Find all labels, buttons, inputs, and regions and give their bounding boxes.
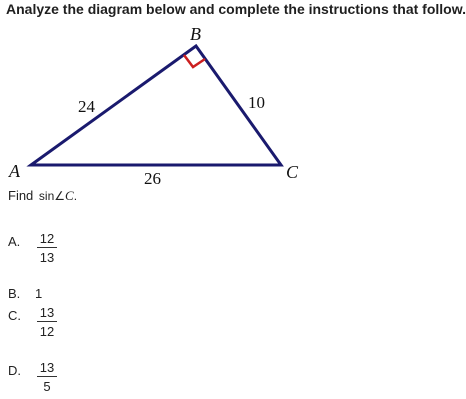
side-label-ab: 24 xyxy=(78,97,95,116)
vertex-label-a: A xyxy=(9,161,20,181)
option-c-denominator: 12 xyxy=(39,324,55,339)
option-d-fraction xyxy=(36,359,58,394)
instruction-heading: Analyze the diagram below and complete the instructions that follow. xyxy=(6,1,466,17)
option-c-letter: C. xyxy=(8,308,21,323)
option-a-numerator: 12 xyxy=(39,231,55,246)
option-c-numerator: 13 xyxy=(39,305,55,320)
question-prompt xyxy=(8,188,77,204)
question-variable: C xyxy=(65,188,74,203)
question-expression xyxy=(39,189,77,203)
option-b-value: 1 xyxy=(35,286,43,301)
option-a-denominator: 13 xyxy=(39,250,55,265)
option-d-denominator: 5 xyxy=(43,379,51,394)
triangle-abc xyxy=(31,46,281,165)
vertex-label-b: B xyxy=(190,24,201,44)
side-label-bc: 10 xyxy=(248,93,265,112)
option-c-fraction xyxy=(36,304,58,339)
option-a-fraction xyxy=(36,230,58,265)
vertex-label-c: C xyxy=(286,162,299,182)
triangle-diagram xyxy=(0,0,408,190)
question-prefix: Find xyxy=(8,188,34,203)
right-angle-marker xyxy=(184,55,205,67)
side-label-ac: 26 xyxy=(144,169,161,188)
question-function: sin∠ xyxy=(38,189,66,203)
option-b-letter: B. xyxy=(8,286,21,301)
option-a-letter: A. xyxy=(8,234,21,249)
question-suffix: . xyxy=(73,189,78,203)
option-d-letter: D. xyxy=(8,363,21,378)
option-d-numerator: 13 xyxy=(39,360,55,375)
